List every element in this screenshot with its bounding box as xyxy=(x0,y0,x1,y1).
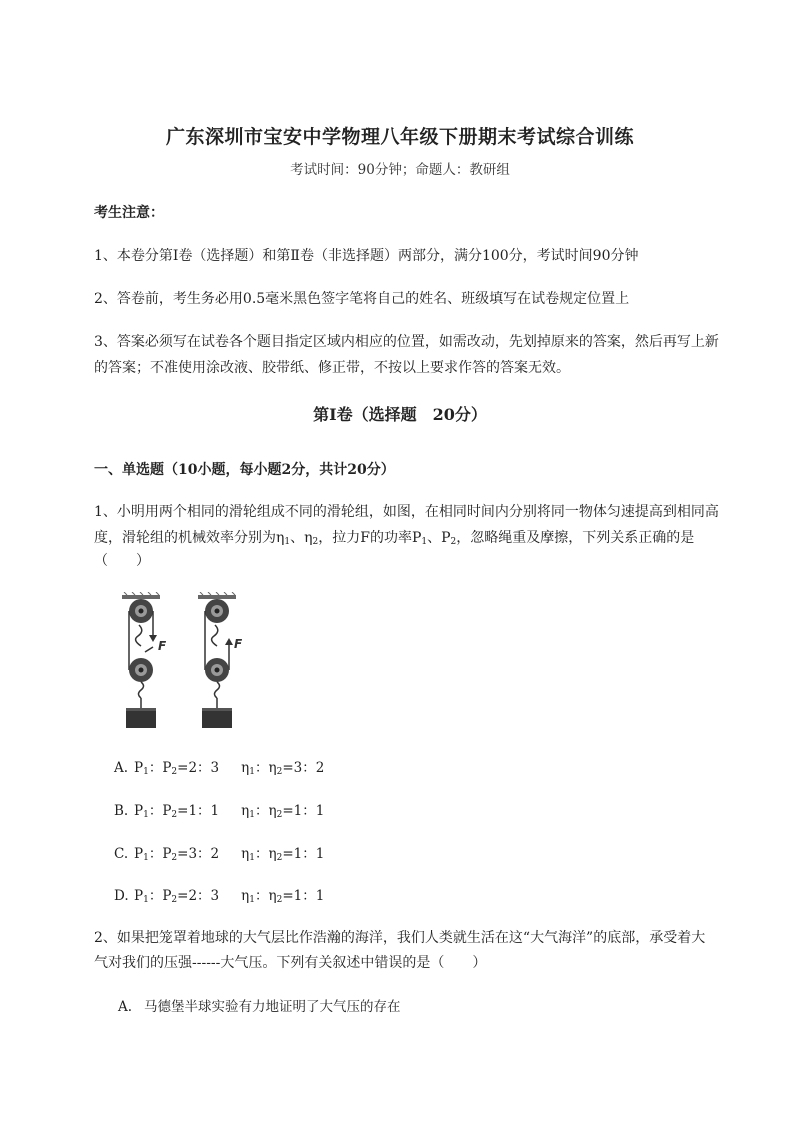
q1-option-c[interactable]: C. $P_1$：$P_2=3$：2 $\eta_1$：$\eta_2=1$：1 xyxy=(114,846,325,863)
notice-item-2: 2、答卷前，考生务必用0.5毫米黑色签字笔将自己的姓名、班级填写在试卷规定位置上 xyxy=(94,291,630,307)
notice-item-3: 3、答案必须写在试卷各个题目指定区域内相应的位置，如需改动，先划掉原来的答案，然后再写上新 xyxy=(94,334,719,350)
exam-info: 考试时间：90分钟；命题人：教研组 xyxy=(290,162,510,178)
q1-option-d[interactable]: D. $P_1$：$P_2=2$：3 $\eta_1$：$\eta_2=1$：1 xyxy=(114,888,325,905)
svg-text:F: F xyxy=(158,639,167,653)
notice-item-1: 1、本卷分第Ⅰ卷（选择题）和第Ⅱ卷（非选择题）两部分，满分100分，考试时间90分钟 xyxy=(94,248,639,264)
q1-answer-bracket: （ ） xyxy=(94,553,150,569)
notice-heading: 考生注意： xyxy=(94,205,164,221)
q1-line2: 度，滑轮组的机械效率分别为$\eta_1$、$\eta_2$，拉力F的功率$P_1$、$P_2$，忽略绳重及摩擦，下列关系正确的是 xyxy=(94,530,695,547)
part1-heading: 一、单选题（10小题，每小题2分，共计20分） xyxy=(94,462,395,478)
pulley-system-right xyxy=(198,592,243,728)
notice-item-3-cont: 的答案；不准使用涂改液、胶带纸、修正带，不按以上要求作答的答案无效。 xyxy=(94,360,570,376)
q2-line1: 2、如果把笼罩着地球的大气层比作浩瀚的海洋，我们人类就生活在这“大气海洋”的底部，承受着大 xyxy=(94,930,706,946)
q1-option-b[interactable]: B. $P_1$：$P_2=1$：1 $\eta_1$：$\eta_2=1$：1 xyxy=(114,803,325,820)
section-title: 第Ⅰ卷（选择题 20分） xyxy=(313,405,487,424)
pulley-system-left xyxy=(122,592,167,728)
q2-line2: 气对我们的压强------大气压。下列有关叙述中错误的是（ ） xyxy=(94,955,487,971)
svg-text:F: F xyxy=(234,637,243,651)
q2-option-a[interactable]: A. 马德堡半球实验有力地证明了大气压的存在 xyxy=(118,999,401,1015)
q1-line1: 1、小明用两个相同的滑轮组成不同的滑轮组，如图，在相同时间内分别将同一物体匀速提高到相同高 xyxy=(94,504,719,520)
pulley-figure xyxy=(112,592,262,730)
q1-option-a[interactable]: A. $P_1$：$P_2=2$：3 $\eta_1$：$\eta_2=3$：2 xyxy=(114,760,325,777)
page-title: 广东深圳市宝安中学物理八年级下册期末考试综合训练 xyxy=(165,126,634,148)
